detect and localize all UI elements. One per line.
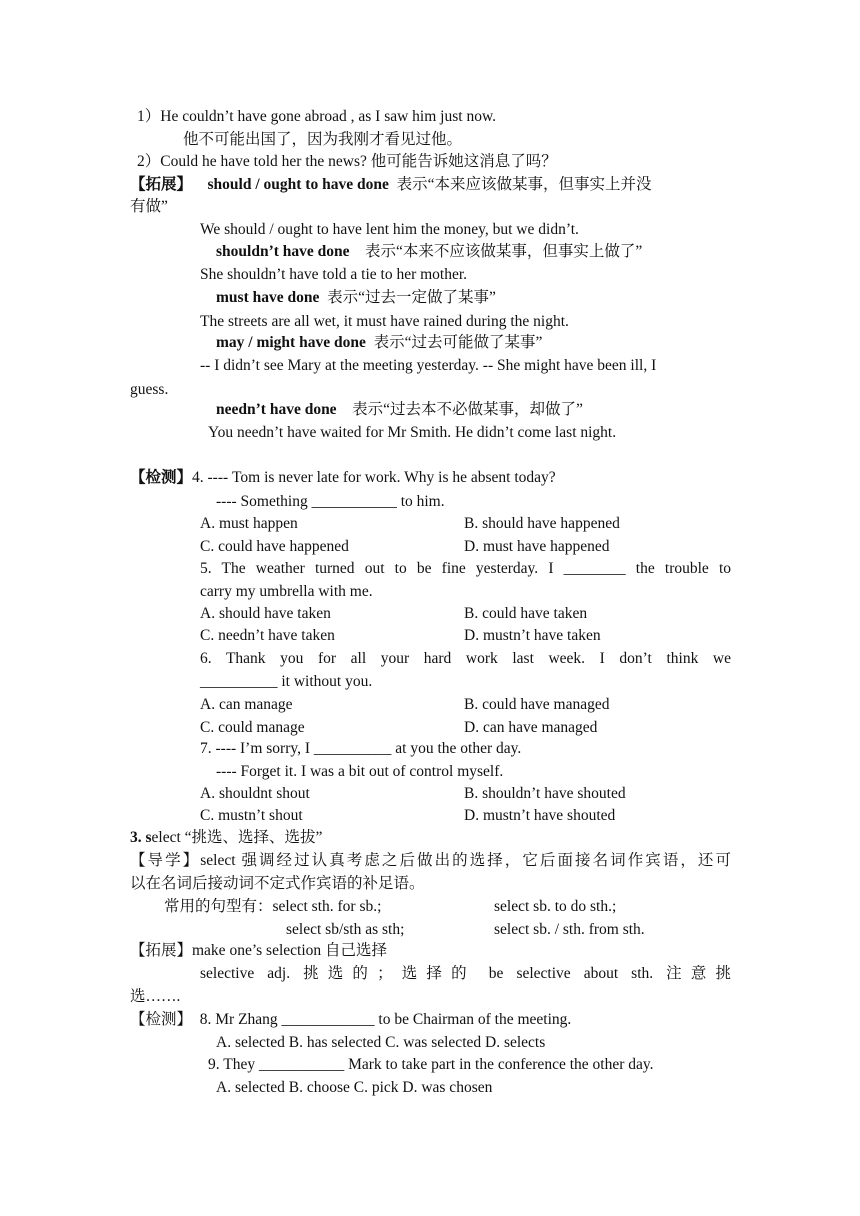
expand-2-line-c: 选……. [130, 988, 181, 1005]
expand-line-4 [216, 333, 542, 353]
example-might-have-b: guess. [130, 381, 169, 398]
test-2-tag: 【检测】 [130, 1011, 193, 1028]
example-neednt-have: You needn’t have waited for Mr Smith. He didn’t come last night. [208, 424, 617, 441]
patterns-label: 常用的句型有： [164, 898, 273, 915]
expand-line-5 [216, 400, 583, 420]
q7-option-d[interactable]: D. mustn’t have shouted [464, 807, 616, 824]
term-should-have-done: should / ought to have done [207, 176, 389, 193]
example-might-have-a: -- I didn’t see Mary at the meeting yesterday. -- She might have been ill, I [200, 357, 657, 374]
question-4-line-b: ---- Something ___________ to him. [216, 493, 445, 510]
question-7-line-a: 7. ---- I’m sorry, I __________ at you the other day. [200, 740, 522, 757]
q4-option-a[interactable]: A. must happen [200, 515, 298, 532]
expand-line-2 [216, 242, 642, 262]
q7-option-b[interactable]: B. shouldn’t have shouted [464, 785, 626, 802]
expand-tag: 【拓展】 [130, 176, 193, 193]
q6-option-a[interactable]: A. can manage [200, 696, 293, 713]
q8-options[interactable]: A. selected B. has selected C. was selected D. selects [216, 1034, 546, 1051]
term-shouldnt-have-done: shouldn’t have done [216, 243, 350, 260]
question-9-line: 9. They ___________ Mark to take part in the conference the other day. [208, 1056, 654, 1073]
question-5-line-a: 5. The weather turned out to be fine yesterday. I ________ the trouble to [200, 560, 731, 577]
q5-option-d[interactable]: D. mustn’t have taken [464, 627, 601, 644]
question-5-line-b: carry my umbrella with me. [200, 583, 373, 600]
question-4-line-a [130, 468, 556, 488]
guide-line-a: 【导学】select 强调经过认真考虑之后做出的选择，它后面接名词作宾语，还可 [130, 852, 731, 869]
pattern-2: select sb. to do sth.; [494, 898, 617, 915]
pattern-1: select sth. for sb.; [272, 898, 382, 915]
guide-line-b: 以在名词后接动词不定式作宾语的补足语。 [130, 875, 425, 892]
term-must-have-done: must have done [216, 289, 320, 306]
desc-must-have-done: 表示“过去一定做了某事” [327, 289, 496, 306]
q7-option-a[interactable]: A. shouldnt shout [200, 785, 310, 802]
question-7-line-b: ---- Forget it. I was a bit out of control myself. [216, 763, 504, 780]
q5-option-c[interactable]: C. needn’t have taken [200, 627, 335, 644]
pattern-3: select sb/sth as sth; [286, 921, 405, 938]
expand-line-1 [130, 175, 651, 195]
q5-option-b[interactable]: B. could have taken [464, 605, 588, 622]
example-should-have: We should / ought to have lent him the money, but we didn’t. [200, 221, 579, 238]
term-may-might-have-done: may / might have done [216, 334, 366, 351]
expand-line-3 [216, 288, 496, 308]
pattern-4: select sb. / sth. from sth. [494, 921, 645, 938]
example-must-have: The streets are all wet, it must have rained during the night. [200, 313, 569, 330]
section-3-heading [130, 828, 322, 848]
question-8-text: 8. Mr Zhang ____________ to be Chairman of the meeting. [199, 1011, 572, 1028]
desc-shouldnt-have-done: 表示“本来不应该做某事，但事实上做了” [365, 243, 643, 260]
q6-option-b[interactable]: B. could have managed [464, 696, 610, 713]
expand-2-line-a: 【拓展】make one’s selection 自己选择 [130, 942, 387, 959]
q6-option-d[interactable]: D. can have managed [464, 719, 598, 736]
expand-line-1b: 有做” [130, 198, 168, 215]
example-shouldnt-have: She shouldn’t have told a tie to her mother. [200, 266, 468, 283]
q4-option-b[interactable]: B. should have happened [464, 515, 620, 532]
desc-neednt-have-done: 表示“过去本不必做某事，却做了” [352, 401, 583, 418]
desc-may-might-have-done: 表示“过去可能做了某事” [373, 334, 543, 351]
section-3-title: elect “挑选、选择、选拔” [151, 829, 323, 846]
question-8-line [130, 1010, 571, 1030]
q7-option-c[interactable]: C. mustn’t shout [200, 807, 303, 824]
example-2: 2）Could he have told her the news? 他可能告诉她这消息了吗？ [137, 153, 557, 170]
q5-option-a[interactable]: A. should have taken [200, 605, 331, 622]
example-1-english: 1）He couldn’t have gone abroad , as I saw him just now. [137, 108, 497, 125]
q4-option-c[interactable]: C. could have happened [200, 538, 349, 555]
q9-options[interactable]: A. selected B. choose C. pick D. was chosen [216, 1079, 493, 1096]
expand-2-line-b: selective adj. 挑选的；选择的 be selective about sth. 注意挑 [200, 965, 731, 982]
q6-option-c[interactable]: C. could manage [200, 719, 305, 736]
test-tag: 【检测】 [130, 469, 193, 486]
q4-option-d[interactable]: D. must have happened [464, 538, 610, 555]
question-6-line-b: __________ it without you. [200, 673, 373, 690]
question-6-line-a: 6. Thank you for all your hard work last week. I don’t think we [200, 650, 731, 667]
desc-should-have-done: 表示“本来应该做某事，但事实上并没 [396, 176, 652, 193]
example-1-chinese: 他不可能出国了，因为我刚才看见过他。 [183, 131, 463, 148]
term-neednt-have-done: needn’t have done [216, 401, 337, 418]
patterns-intro [164, 897, 381, 917]
section-3-number: 3. s [130, 829, 152, 846]
question-4-text: 4. ---- Tom is never late for work. Why is he absent today? [192, 469, 556, 486]
